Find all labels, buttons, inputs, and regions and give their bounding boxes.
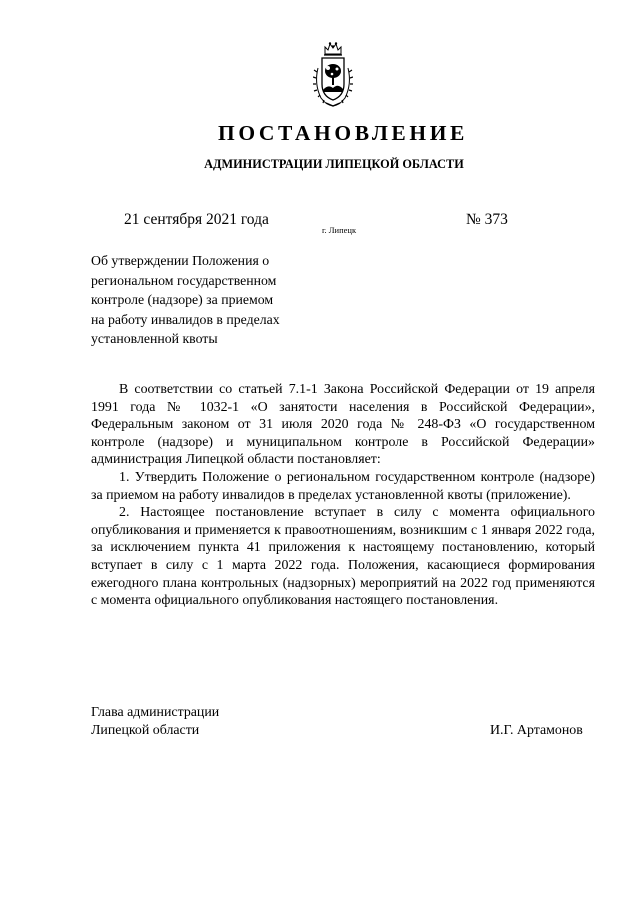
subject-line: на работу инвалидов в пределах [91,311,280,327]
document-number: № 373 [466,211,508,228]
body-paragraph-item-1: 1. Утвердить Положение о региональном государственном контроле (надзоре) за приемом на работу инвалидов в пределах установленной квоты (приложение). [91,469,595,503]
signatory-position [91,704,219,739]
subject-line: установленной квоты [91,331,218,347]
subject-line: Об утверждении Положения о [91,253,270,268]
document-body [91,381,595,610]
signatory-position-line: Глава администрации [91,705,220,720]
page-subtitle: АДМИНИСТРАЦИИ ЛИПЕЦКОЙ ОБЛАСТИ [204,157,464,171]
subject-line: региональном государственном [91,272,277,288]
document-date: 21 сентября 2021 года [124,211,269,228]
body-paragraph-preamble: В соответствии со статьей 7.1-1 Закона Российской Федерации от 19 апреля 1991 года № 1032-1 «О занятости населения в Российской Федерации», Федеральным законом от 31 июля 2020 года № 248-ФЗ «О государственном контроле (надзоре) и муниципальном контроле в Российской Федерации» администрация Липецкой области постановляет: [91,382,595,468]
document-subject [91,251,321,349]
coat-of-arms-icon [313,40,353,108]
subject-line: контроле (надзоре) за приемом [91,292,274,308]
signatory-position-line: Липецкой области [91,722,200,738]
page-title: ПОСТАНОВЛЕНИЕ [218,121,468,145]
signatory-name: И.Г. Артамонов [490,723,583,738]
document-place: г. Липецк [322,225,357,235]
body-paragraph-item-2: 2. Настоящее постановление вступает в силу с момента официального опубликования и применяется к правоотношениям, возникшим с 1 января 2022 года, за исключением пункта 41 приложения к настоящему постановлению, который вступает в силу с 1 марта 2022 года. Положения, касающиеся формирования ежегодного плана контрольных (надзорных) мероприятий на 2022 год применяются с момента официального опубликования настоящего постановления. [91,505,595,609]
